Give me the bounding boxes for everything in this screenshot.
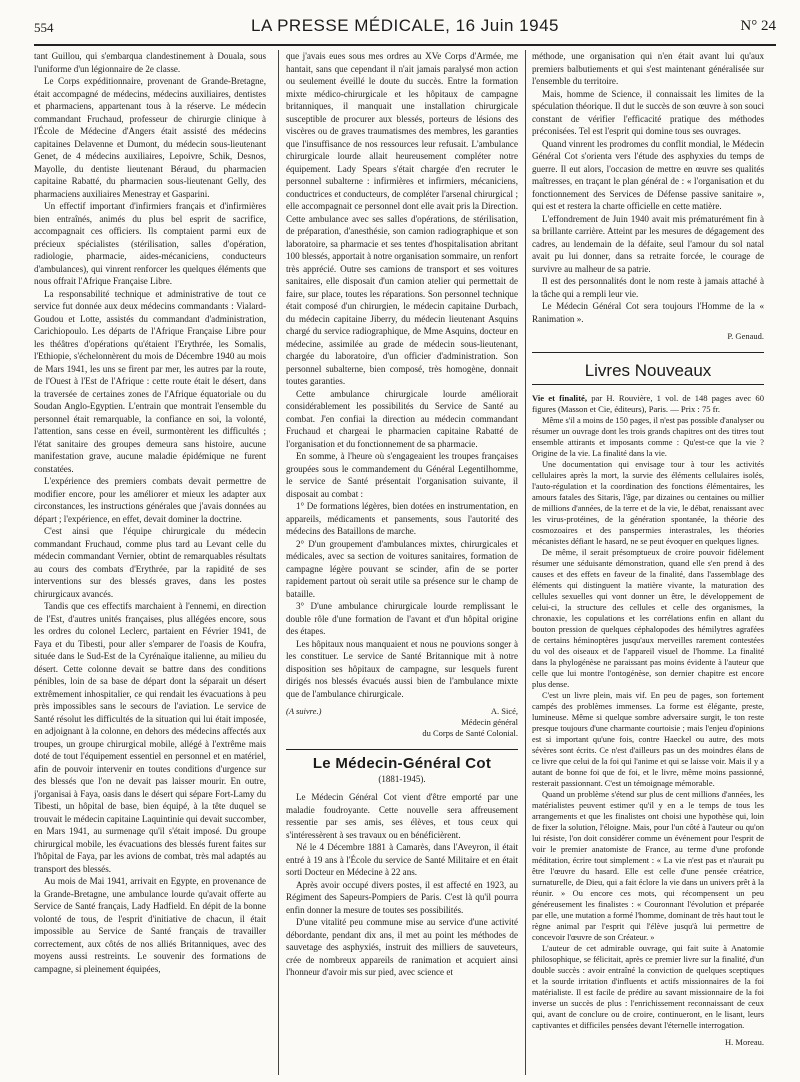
- section-title: Le Médecin-Général Cot: [312, 755, 492, 772]
- paragraph: Il est des personnalités dont le nom reste à jamais attaché à la tâche qui a rempli leur vie.: [532, 276, 764, 299]
- paragraph: D'une vitalité peu commune mise au service d'une activité débordante, pendant dix ans, il met au point les méthodes de sauvetage des asphyxiés, instruit des milliers de sauveteurs, crée de nombreux appareils de ranimation et acquiert ainsi l'honneur d'avoir mis sur pied, avec science et: [286, 917, 518, 977]
- issue-number: N° 24: [740, 18, 776, 34]
- book-review: [532, 415, 764, 1031]
- paragraph: L'auteur de cet admirable ouvrage, qui fait suite à Anatomie philosophique, se félicitait, après ce premier livre sur la finalité, d'un double succès : avoir entraîné la conviction de quelques sceptiques et la sourde irritation d'influents et actifs missionnaires de la foi matérialiste. Il est facile de prédire au savant missionnaire de la foi inverse un succès de plus : l'enrichissement reconnaissant de ceux qui, avant de conclure ou de croire, continueront, en le lisant, leurs captivantes et difficiles pensées devant l'éternelle interrogation.: [532, 943, 764, 1030]
- page-header: [34, 16, 776, 42]
- paragraph: Les hôpitaux nous manquaient et nous ne pouvions songer à les constituer. Le service de Santé Britannique mit à notre disposition ses hôpitaux de campagne, sur lesquels furent dirigés nos blessés évacués aussi bien de l'ambulance mixte que de l'ambulance chirurgicale.: [286, 638, 518, 699]
- column-divider: [278, 50, 279, 1075]
- paragraph: Quand vinrent les prodromes du conflit mondial, le Médecin Général Cot s'orienta vers l'étude des asphyxies du temps de guerre. Il eut alors, l'occasion de mettre en œuvre ses qualités maîtresses, en traçant le plan général de : « l'organisation et du fonctionnement des Services de Défense passive sanitaire », qui est et restera la charte officielle en cette matière.: [532, 138, 764, 211]
- author-corps: du Corps de Santé Colonial.: [422, 728, 518, 738]
- paragraph: De même, il serait présomptueux de croire pouvoir fidèlement résumer une séduisante démonstration, quand elle s'en prend à des causes et des effets en faveur de la finalité, dans l'assemblage des éléments qui distinguent la matière vivante, la maturation des cellules sexuelles qui vont donner un être, le développement de celui-ci, la structure des cellules et celle des organismes, la chronaxie, les copulations et les corrélations enfin en allant du bouton pression de quelques céphalopodes des hémilytres agrafées de certains héminoptères jusqu'aux merveilles rarement contestées du vol des oiseaux et de l'appareil visuel de l'homme. La finalité dans la phylogénèse ne paraissant pas moins évidente à l'auteur que celle que lui montre l'ontogénèse, son dernier chapitre est encore plus dense.: [532, 547, 764, 689]
- paragraph: Né le 4 Décembre 1881 à Camarès, dans l'Aveyron, il était entré à 19 ans à l'École du service de Santé Militaire et en était sorti Docteur en Médecine à 22 ans.: [286, 842, 518, 877]
- section-dates: (1881-1945).: [378, 773, 426, 784]
- book-reference: [532, 393, 764, 415]
- paragraph: Mais, homme de Science, il connaissait les limites de la spéculation théorique. Il dut le succès de son œuvre à son souci constant de vérifier l'efficacité pratique des méthodes préconisées. Tel est l'esprit qui domine tous ses ouvrages.: [532, 88, 764, 136]
- paragraph: Après avoir occupé divers postes, il est affecté en 1923, au Régiment des Sapeurs-Pompiers de Paris. C'est là qu'il pourra enfin donner la mesure de toutes ses possibilités.: [286, 879, 518, 915]
- paragraph: Au mois de Mai 1941, arrivait en Egypte, en provenance de la Grande-Bretagne, une ambulance lourde qu'avait offerte au Service de Santé français, Lady Hadfield. En dépit de la bonne volonté de tous, de l'esprit d'initiative de chacun, il était impossible au Service de Santé français de travailler correctement, aux côtés de nos alliés Britanniques, avec des moyens aussi restreints. Le souvenir des formations de campagne, si pleinement équipées,: [34, 876, 266, 974]
- paragraph: L'effondrement de Juin 1940 avait mis prématurément fin à sa brillante carrière. Atteint par les mesures de dégagement des cadres, au lendemain de la défaite, seul l'amour du sol natal avait pu lui donner, dans sa retraite forcée, le courage de survivre au malheur de sa patrie.: [532, 213, 764, 274]
- paragraph: Le Corps expéditionnaire, provenant de Grande-Bretagne, était accompagné de médecins, médecins auxiliaires, dentistes et pharmaciens, appartenant tous à la réserve. Le médecin commandant Fruchaud, professeur de chirurgie clinique à l'École de Médecine d'Angers était assisté des médecins capitaines Delavenne et Dumont, du médecin sous-lieutenant Genet, de 4 médecins auxiliaires, Lepoivre, Schik, Desnos, Mayolle, du dentiste lieutenant Béraud, du pharmacien capitaine Rabatté, du pharmacien sous-lieutenant Gelly, des pharmaciens auxiliaires Menestray et Gasparini.: [34, 76, 266, 199]
- paragraph: Quand un problème s'étend sur plus de cent millions d'années, les matérialistes peuvent estimer qu'il y en a le temps de tous les arrangements et que les finalistes ont choisi une hypothèse qui, loin de fixer la solution, l'éloigne. Mais, pour l'un côté à l'auteur ou qu'on lui résiste, l'on doit considérer comme un événement pour l'esprit de voir le premier anatomiste de France, au terme d'une profonde méditation, écrire tout simplement : « La vie n'est pas et n'aurait pu être l'œuvre du hasard. Elle est celle d'une pensée créatrice, surnaturelle, de Dieu, qui a fait éclore la vie dans un univers prêt à la réunir. » Ou encore ces mots, qui récompensent un peu généreusement les finalistes : « Couronnant l'évolution et préparée par elle, une mutation a formé l'homme, dominant de très haut tout le règne animal par l'esprit qui l'élève jusqu'à lui permettre de concevoir l'œuvre de son Créateur. »: [532, 789, 764, 942]
- book-details: par H. Rouvière, 1 vol. de 148 pages avec 60 figures (Masson et Cie, éditeurs), Paris. — Prix : 75 fr.: [532, 392, 764, 414]
- paragraph: C'est ainsi que l'équipe chirurgicale du médecin commandant Fruchaud, comme plus tard au Levant celle du médecin commandant Vernier, obtint de remarquables résultats au cours des combats d'Erythrée, par la rapidité de ses interventions sur des blessés graves, dans les postes chirurgicaux avancés.: [34, 526, 266, 599]
- paragraph: Un effectif important d'infirmiers français et d'infirmières bien entraînés, animés du plus bel esprit de sacrifice, accompagnait ces officiers. Ils comptaient parmi eux de précieux spécialistes (stérilisation, salles d'opération, radiologie, pharmacie, aides-mécaniciens, conducteurs d'ambulances), qui vinrent renforcer les quelques éléments que nous offrait l'Afrique Française Libre.: [34, 201, 266, 286]
- column-1: [34, 50, 266, 1075]
- paragraph: que j'avais eues sous mes ordres au XVe Corps d'Armée, me hantait, sans que cependant il n'ait jamais paralysé mon action ou seulement éveillé le doute du succès. Entre la formation mixte médico-chirurgicale et les hôpitaux de campagne britanniques, il manquait une installation chirurgicale susceptible de procurer aux blessés, porteurs de lésions des viscères ou de graves traumatismes des membres, les garanties que l'insuffisance de nos ressources leur refusait. L'ambulance chirurgicale lourde allait heureusement compléter notre équipement. Lady Spears s'était chargée d'en recruter le personnel subalterne : infirmières et infirmiers, mécaniciens, conductrices et conducteurs, de compléter l'arsenal chirurgical ; elle accompagnait ce personnel dont elle avait pris la Direction. Cette ambulance avec ses salles d'opérations, de stérilisation, de préparation, d'anesthésie, son camion radiographique et son laboratoire, sa pharmacie et ses tentes d'hospitalisation abritant 100 blessés, apportait à notre organisation sommaire, un renfort très apprécié. Outre ses camions de transport et ses voitures sanitaires, elle disposait d'un camion atelier qui permettait de faire, sur place, toutes les réparations. Son personnel technique était composé d'un chirurgien, le médecin capitaine Durbach, du médecin capitaine Jiberry, du médecin lieutenant Asquins chargé du service radiographique, de Mme Asquins, docteur en médecine, assimilée au grade de médecin sous-lieutenant, chargée du laboratoire, d'un officier d'administration. Son personnel subalterne, bien composé, très homogène, donnait toutes garanties.: [286, 51, 518, 386]
- paragraph: La responsabilité technique et administrative de tout ce service fut donnée aux deux médecins commandants : Vialard-Goudou et Lotte, assistés du commandant d'administration, Carichiopoulo. Les départs de l'Afrique Française Libre pour les théâtres d'opérations qu'étaient l'Erythrée, les Somalis, l'Ethiopie, s'échelonnèrent du mois de Décembre 1940 au mois de Mars 1941, les uns se firent par mer, les autres par la route, de l'Ouest à l'Est de l'Afrique : cette route était le désert, dans la traversée de certaines zones de l'Afrique équatoriale ou du Soudan Anglo-Egyptien. L'entrain que montrait l'ensemble du personnel était remarquable, la confiance en soi, la volonté, l'attention, sans cesse en éveil, surmontèrent les difficultés ; l'état sanitaire des groupes demeura sans histoire, aucune manifestation grave, aucune maladie épidémique ne furent constatées.: [34, 288, 266, 474]
- paragraph: Cette ambulance chirurgicale lourde améliorait considérablement les possibilités du Service de Santé au combat. J'en confiai la direction au médecin commandant Fruchaud et chargeai le pharmacien capitaine Rabatté de l'organisation et du fonctionnement de sa pharmacie.: [286, 388, 518, 449]
- obituary-signature: P. Genaud.: [727, 331, 764, 341]
- section-rule: [532, 352, 764, 353]
- book-title: Vie et finalité,: [532, 392, 588, 403]
- section-rule: [532, 384, 764, 385]
- column-3: [532, 50, 764, 1075]
- paragraph: Même s'il a moins de 150 pages, il n'est pas possible d'analyser ou résumer un ouvrage dont les trois grands chapitres ont des titres tout ensemble attirants et imposants comme : Qu'est-ce que la vie ? Origine de la vie. La finalité dans la vie.: [532, 415, 764, 458]
- review-signature: H. Moreau.: [725, 1036, 764, 1047]
- paragraph: 3° D'une ambulance chirurgicale lourde remplissant le double rôle d'une formation de l'avant et d'un hôpital origine des étapes.: [286, 601, 518, 636]
- author-title: Médecin général: [461, 717, 518, 727]
- column-divider: [525, 50, 526, 1075]
- author-name: A. Sicé,: [490, 706, 518, 716]
- author-signature: [286, 706, 518, 739]
- paragraph: tant Guillou, qui s'embarqua clandestinement à Douala, sous l'uniforme d'un légionnaire de 2e classe.: [34, 51, 266, 74]
- paragraph: Le Médecin Général Cot sera toujours l'Homme de la « Ranimation ».: [532, 301, 764, 324]
- masthead: LA PRESSE MÉDICALE, 16 Juin 1945: [251, 16, 559, 35]
- section-rule: [286, 749, 518, 750]
- paragraph: 2° D'un groupement d'ambulances mixtes, chirurgicales et médicales, avec sa section de voitures sanitaires, formation de campagne légère pouvant se scinder, afin de se porter rapidement partout où serait utile sa présence sur le champ de bataille.: [286, 538, 518, 599]
- page-number: 554: [34, 20, 54, 35]
- column-2: [286, 50, 518, 1075]
- paragraph: Tandis que ces effectifs marchaient à l'ennemi, en direction de l'Est, d'autres unités françaises, plus allégées encore, sous les ordres du colonel Leclerc, partaient en Février 1941, de Faya et du Tibesti, pour aller s'emparer de l'oasis de Koufra, située dans le Sud-Est de la Cyrénaïque italienne, au milieu du désert. Cette colonne devait se battre dans des conditions pénibles, loin de sa base de départ dont la séparait un désert extrêmement inhospitalier, ce qui rendait les évacuations à peu près impossibles sans le secours de l'aviation. Le service de Santé résolut les difficultés de la situation qui lui était imposée, en adjoignant à la colonne, en dehors des médecins affectés aux troupes, un groupe chirurgical mobile, allégé à l'extrême mais doté de tout l'équipement essentiel en personnel et en matériel, afin de pouvoir intervenir en toutes conditions d'urgence sur des blessés que l'on ne devait pas laisser mourir. En outre, j'organisai à Faya, oasis dans le désert qui sépare Fort-Lamy du Tibesti, un hôpital de base, bien équipé, à la tête duquel se trouvait le médecin capitaine Laquintinie qui devait succomber, en Mars 1941, au surmenage qu'il s'était imposé. Du groupe chirurgical mobile, les évacuations des blessés furent faites sur l'hôpital de Faya, par les avions de combat, très mal adaptés au transport des blessés.: [34, 601, 266, 874]
- paragraph: Une documentation qui envisage tour à tour les activités cellulaires après la mort, la survie des éléments cellulaires isolés, l'auto-régulation et la coordination des fonctions élémentaires, les amours fatales des Sitaris, l'âge, par dizaines ou centaines ou millier de millions d'années, de la terre et de la vie, le débat, renaissant avec les virus-protéines, de la génération spontanée, la théorie des cosmozoaires et des panspermies interastrales, les théories mécanistes défiant le hasard, ne se peut évoquer en quelques lignes.: [532, 459, 764, 546]
- paragraph: 1° De formations légères, bien dotées en instrumentation, en appareils, médicaments et pansements, sous l'autorité des médecins des Bataillons de marche.: [286, 501, 518, 536]
- paragraph: méthode, une organisation qui n'en était avant lui qu'aux premiers balbutiements et qui s'est maintenant généralisée sur l'ensemble du territoire.: [532, 51, 764, 86]
- paragraph: Le Médecin Général Cot vient d'être emporté par une maladie foudroyante. Cette nouvelle sera affreusement ressentie par ses amis, ses élèves, et tous ceux qui s'intéressèrent à ses travaux ou en bénéficièrent.: [286, 792, 518, 840]
- paragraph: En somme, à l'heure où s'engageaient les troupes françaises groupées sous le commandement du Général Legentilhomme, le service de Santé présentait l'organisation suivante, il disposait au combat :: [286, 451, 518, 499]
- header-rule: [34, 44, 776, 46]
- books-section-title: Livres Nouveaux: [584, 361, 712, 380]
- to-be-continued: (A suivre.): [286, 706, 322, 716]
- paragraph: L'expérience des premiers combats devait permettre de modifier encore, pour les améliorer et mieux les adapter aux circonstances, les instructions générales que j'avais données au départ ; l'expérience, en effet, devait dominer la doctrine.: [34, 476, 266, 524]
- paragraph: C'est un livre plein, mais vif. En peu de pages, son fortement campés des problèmes immenses. La forme est élégante, preste, lumineuse. Même si quelque sombre adversaire surgit, le ton reste presque toujours d'une charmante courtoisie ; mais l'enjeu d'opinions est si important qu'une fois, contre Haeckel ou autre, des mots sévères sont écrits. Ce n'est d'ailleurs pas un des moindres élans de ce livre que celui de la foi qui l'anime et qui se laisse voir. Mais il y a autant de bonne foi que de foi, et le livre, même moins passionné, resterait passionnant. C'est un témoignage mémorable.: [532, 690, 764, 788]
